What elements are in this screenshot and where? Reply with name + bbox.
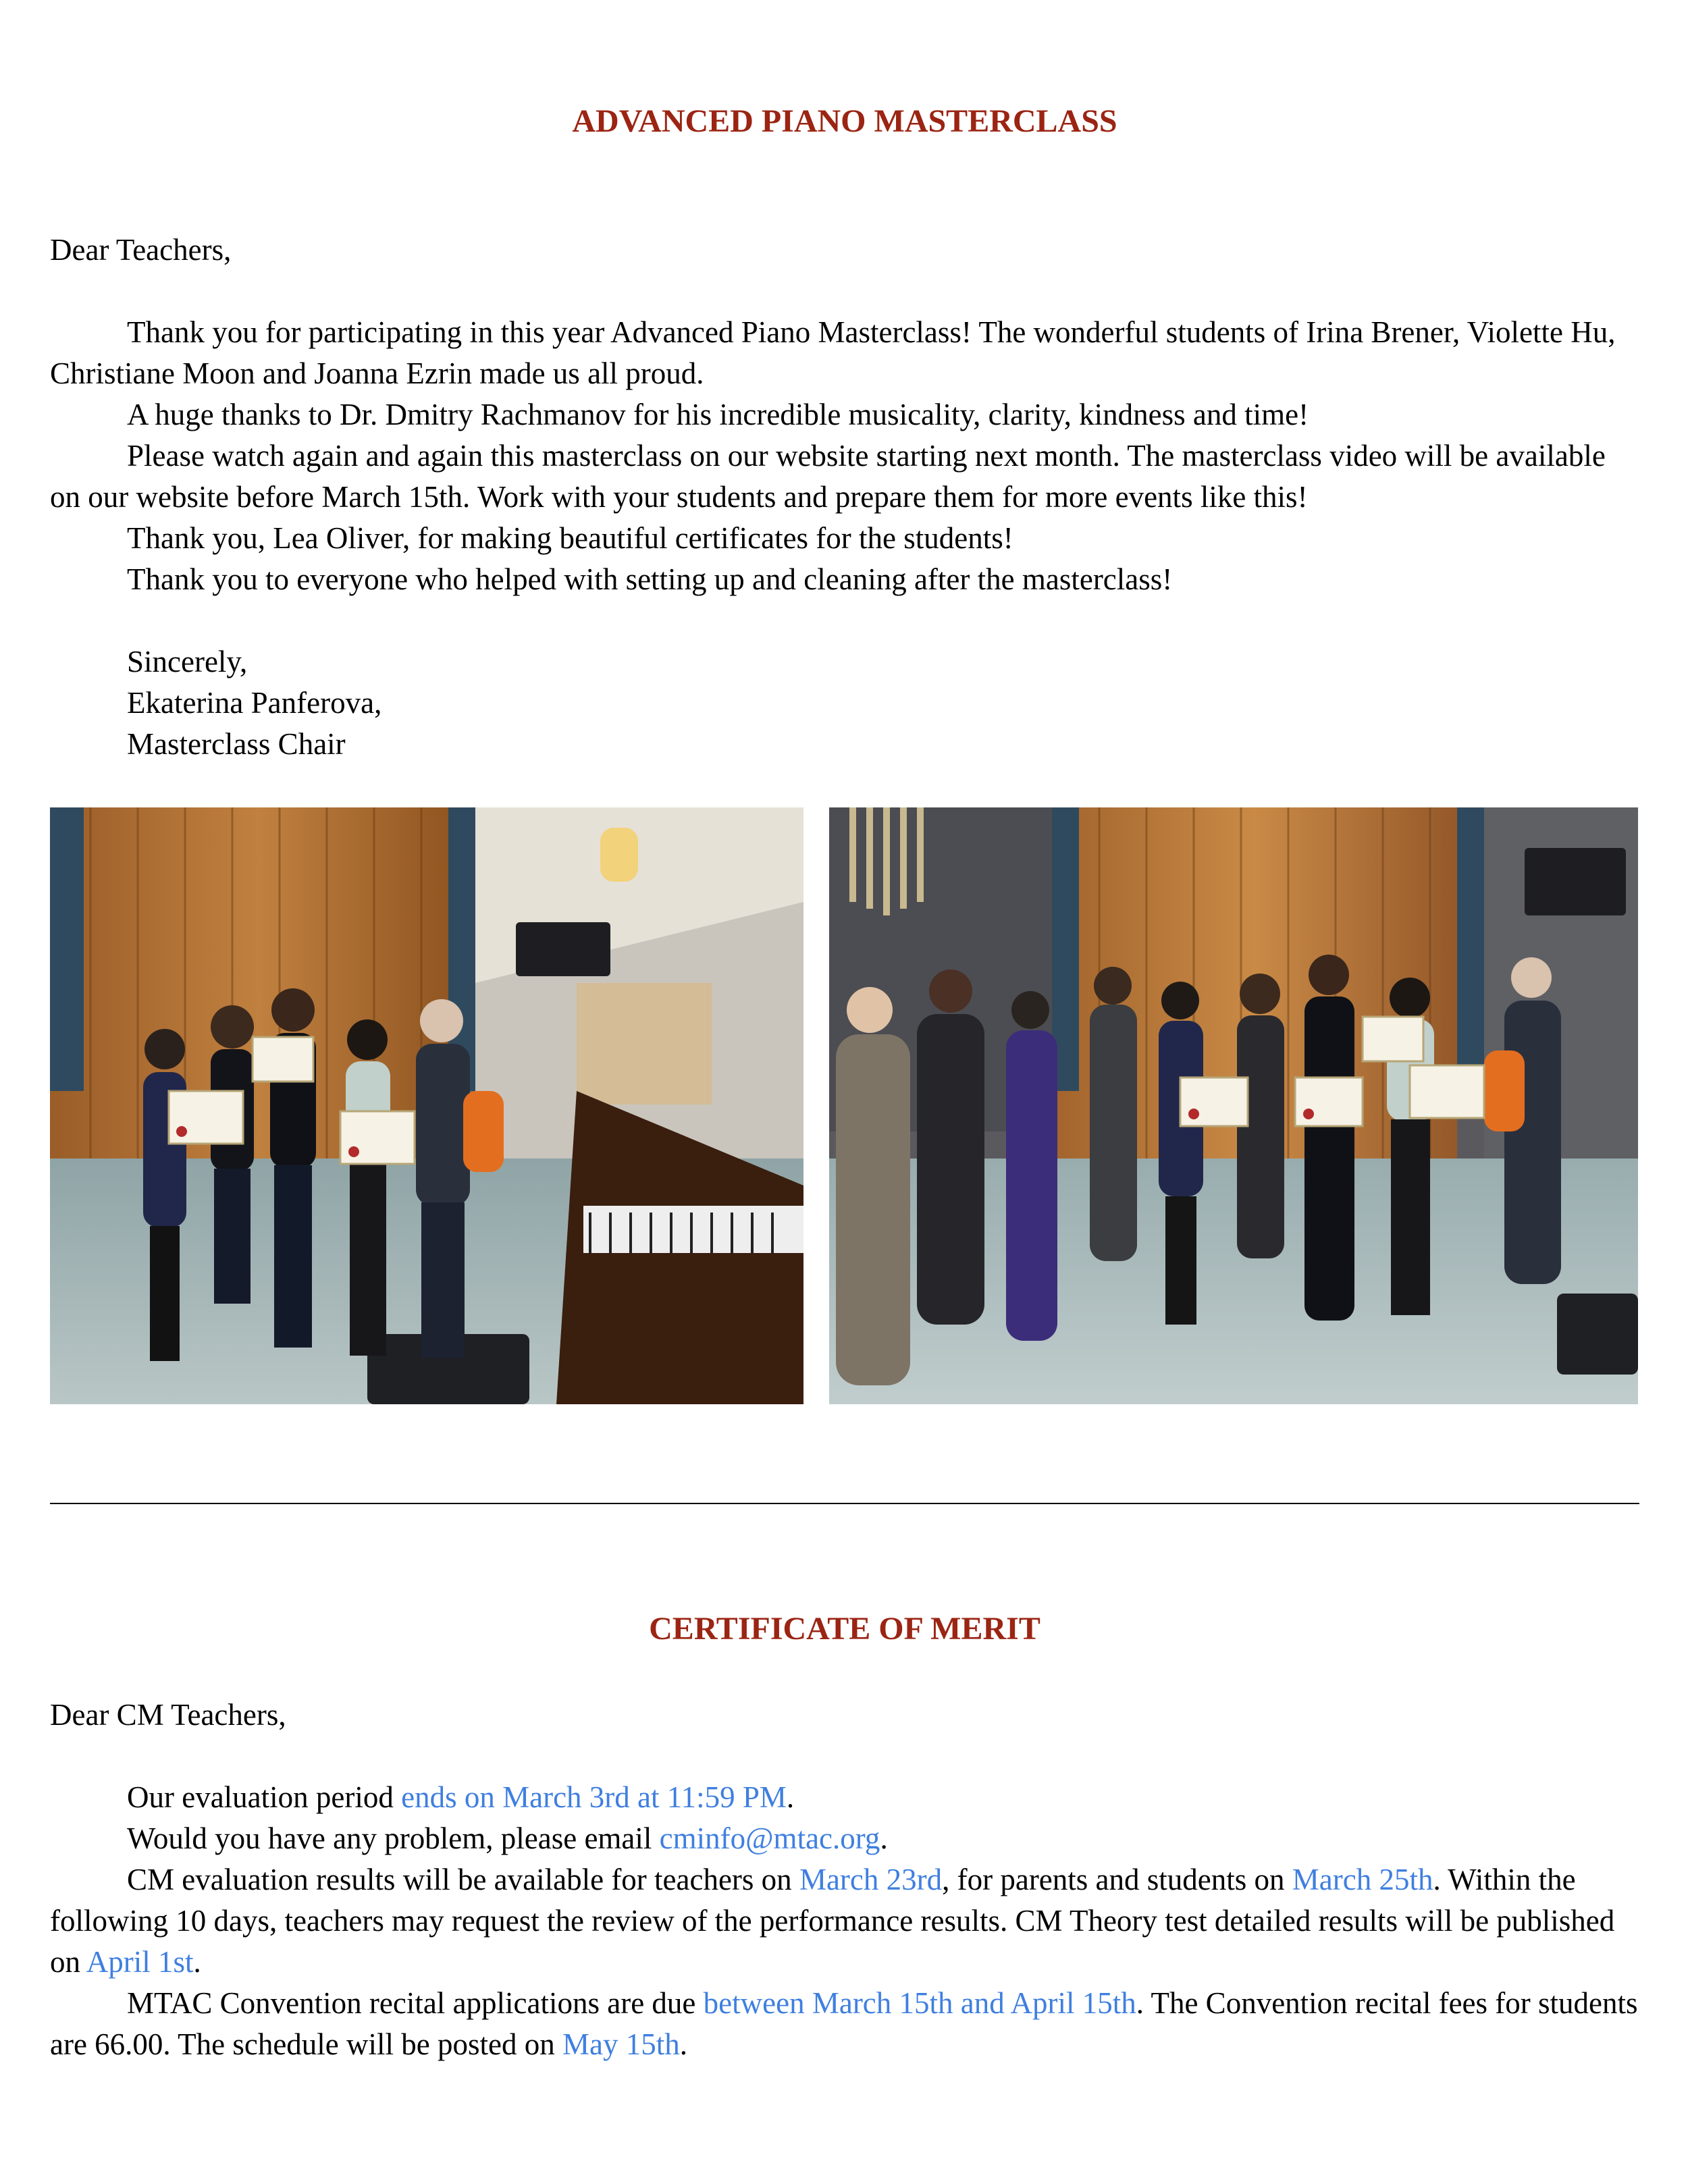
schedule-date-link[interactable]: May 15th <box>562 2027 680 2061</box>
cm-text: . <box>786 1780 795 1814</box>
application-window-link[interactable]: between March 15th and April 15th <box>703 1986 1136 2020</box>
signer-title: Masterclass Chair <box>127 727 346 761</box>
cm-text: MTAC Convention recital applications are due <box>127 1986 704 2020</box>
closing: Sincerely, <box>127 645 248 678</box>
parent-results-date-link[interactable]: March 25th <box>1292 1863 1433 1896</box>
masterclass-paragraph-4: Thank you, Lea Oliver, for making beautiful certificates for the students! <box>127 521 1013 555</box>
cm-text: Would you have any problem, please email <box>127 1821 660 1855</box>
email-link[interactable]: cminfo@mtac.org <box>659 1821 880 1855</box>
cm-text: . Within the following 10 days, teachers may request the review of the performance results. CM Theory test detailed results will be published on <box>50 1863 1615 1979</box>
cm-text: CM evaluation results will be available for teachers on <box>127 1863 799 1896</box>
masterclass-greeting: Dear Teachers, <box>50 233 232 267</box>
cm-line-contact <box>50 1818 1639 1859</box>
masterclass-paragraph-1: Thank you for participating in this year Advanced Piano Masterclass! The wonderful students of Irina Brener, Violette Hu, Christiane Moon and Joanna Ezrin made us all proud. <box>50 315 1616 390</box>
cm-text: . The Convention recital fees for students are 66.00. The schedule will be posted on <box>50 1986 1638 2061</box>
masterclass-photo-2 <box>829 807 1638 1404</box>
masterclass-photo-1 <box>50 807 803 1404</box>
signer-name: Ekaterina Panferova, <box>127 686 382 720</box>
cm-line-results <box>50 1859 1639 1983</box>
cm-text: . <box>193 1945 201 1979</box>
masterclass-letter <box>50 230 1639 765</box>
cm-title: CERTIFICATE OF MERIT <box>649 1611 1040 1647</box>
cm-line-convention <box>50 1983 1639 2065</box>
cm-text: . <box>880 1821 888 1855</box>
cm-greeting: Dear CM Teachers, <box>50 1698 286 1732</box>
section-divider <box>50 1503 1639 1504</box>
masterclass-paragraph-2: A huge thanks to Dr. Dmitry Rachmanov for his incredible musicality, clarity, kindness and time! <box>127 398 1309 431</box>
teacher-results-date-link[interactable]: March 23rd <box>799 1863 943 1896</box>
theory-results-date-link[interactable]: April 1st <box>86 1945 194 1979</box>
cm-text: , for parents and students on <box>942 1863 1292 1896</box>
cm-text: Our evaluation period <box>127 1780 402 1814</box>
cm-line-evaluation-period <box>50 1777 1639 1818</box>
cm-letter <box>50 1695 1639 2065</box>
cm-text: . <box>679 2027 687 2061</box>
evaluation-deadline-link[interactable]: ends on March 3rd at 11:59 PM <box>401 1780 787 1814</box>
masterclass-title: ADVANCED PIANO MASTERCLASS <box>572 103 1117 139</box>
masterclass-paragraph-3: Please watch again and again this masterclass on our website starting next month. The masterclass video will be available on our website before March 15th. Work with your students and prepare them for more events like this! <box>50 439 1606 514</box>
masterclass-paragraph-5: Thank you to everyone who helped with setting up and cleaning after the masterclass! <box>127 562 1173 596</box>
